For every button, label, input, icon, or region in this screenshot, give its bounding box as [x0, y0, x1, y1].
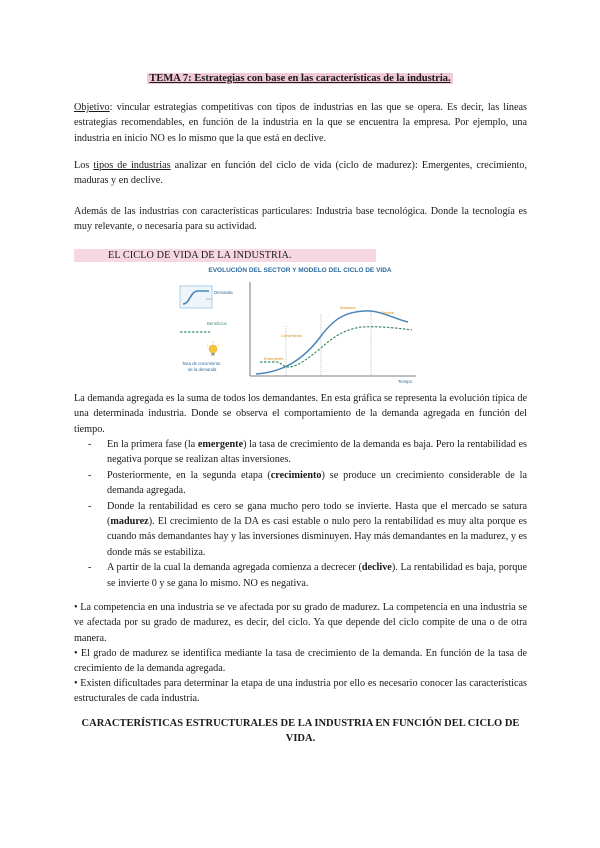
section-heading: EL CICLO DE VIDA DE LA INDUSTRIA.	[74, 249, 376, 262]
demand-legend-box	[180, 286, 212, 308]
point-maturity: • El grado de madurez se identifica mediante la tasa de crecimiento de la demanda. En función de la tasa de crecimiento de la demanda agregada.	[74, 648, 527, 675]
list-item: - En la primera fase (la emergente) la tasa de crecimiento de la demanda es baja. Pero la rentabilidad es negativa porque se realizan altas inversiones.	[88, 439, 527, 466]
lightbulb-icon	[207, 341, 219, 356]
legend-beneficios: Beneficios	[207, 321, 227, 326]
life-cycle-chart	[176, 264, 424, 388]
legend-tasa-line2: de la demanda	[188, 367, 217, 372]
legend-demanda: Demanda	[214, 290, 233, 295]
types-paragraph: Los tipos de industrias analizar en función del ciclo de vida (ciclo de madurez): Emergentes, crecimiento, maduras y en declive.	[74, 160, 528, 187]
objective-paragraph	[74, 100, 527, 146]
structural-heading: CARACTERÍSTICAS ESTRUCTURALES DE LA INDUSTRIA EN FUNCIÓN DEL CICLO DE VIDA.	[81, 718, 520, 745]
demand-curve	[256, 311, 408, 374]
phase-list	[88, 437, 527, 591]
objective-label: Objetivo	[74, 102, 110, 113]
list-item: - Donde la rentabilidad es cero se gana mucho pero todo se invierte. Hasta que el mercado se satura (madurez). El crecimiento de la DA es casi estable o nulo pero la rentabilidad es muy alta porque es cuando más demandantes hay y las inversiones disminuyen. Hay más demandantes en la madurez, y es donde más se estabiliza.	[88, 500, 527, 558]
list-item: - Posteriormente, en la segunda etapa (crecimiento) se produce un crecimiento considerable de la demanda agregada.	[88, 469, 527, 497]
stage-madurez: Madurez	[340, 305, 356, 310]
life-cycle-figure	[176, 264, 424, 388]
stage-crecimiento: Crecimiento	[281, 333, 303, 338]
x-axis-label: Tiempo	[397, 379, 413, 384]
objective-text: : vincular estrategias competitivas con tipos de industrias en las que se opera. Es decir, las líneas estrategias recomendables, en función de la industria en la que se encuentra la empresa. Por ejemplo, una industria en inicio NO es lo mismo que la que está en declive.	[74, 102, 527, 144]
document-title: TEMA 7: Estrategias con base en las características de la industria.	[149, 73, 451, 84]
stage-emergente: Emergente	[264, 356, 284, 361]
figure-title: EVOLUCIÓN DEL SECTOR Y MODELO DEL CICLO DE VIDA	[208, 267, 392, 274]
list-item: - A partir de la cual la demanda agregada comienza a decrecer (declive). La rentabilidad es baja, porque se invierte 0 y se gana lo mismo. NO es negativa.	[88, 562, 527, 589]
point-difficulties: • Existen dificultades para determinar la etapa de una industria por ello es necesario conocer las características estructurales de cada industria.	[74, 678, 527, 705]
types-label: tipos de industrias	[93, 160, 171, 171]
legend-tasa-line1: Tasa de crecimiento	[182, 361, 221, 366]
demand-intro-paragraph: La demanda agregada es la suma de todos los demandantes. En esta gráfica se representa la evolución típica de una determinada industria. Donde se observa el comportamiento de la demanda agregada en función del tiempo.	[74, 393, 527, 435]
stage-declive: Declive	[381, 310, 395, 315]
special-industries-paragraph: Además de las industrias con características particulares: Industria base tecnológica. Donde la tecnología es muy relevante, o necesaria para su actividad.	[74, 206, 527, 233]
point-competition: • La competencia en una industria se ve afectada por su grado de madurez. La competencia en una industria se ve afectada por su grado de madurez, es decir, del ciclo. Ya que depende del ciclo compite de una o de otra manera.	[74, 602, 527, 644]
